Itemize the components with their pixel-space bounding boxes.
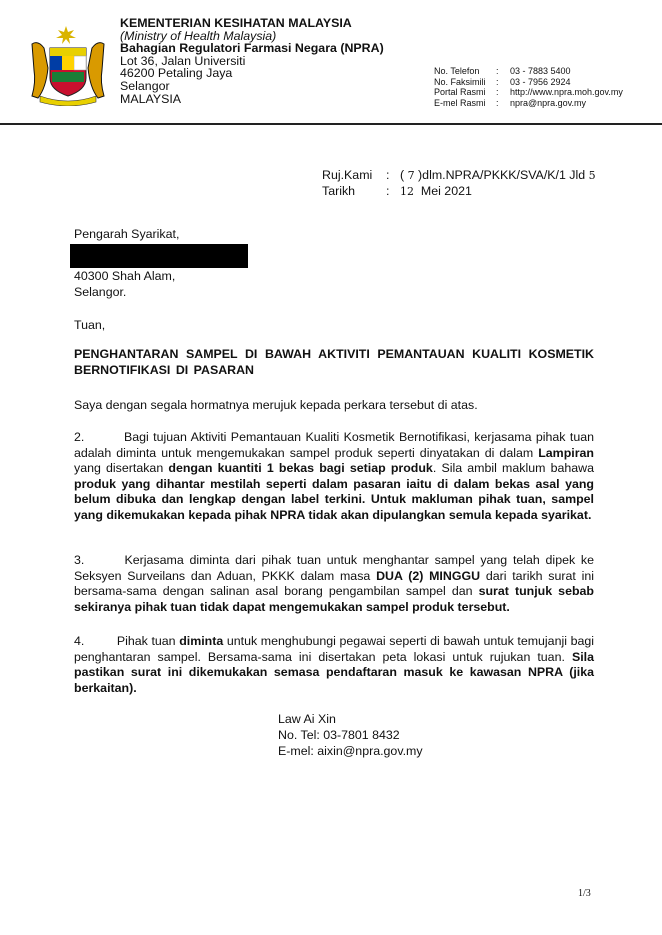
- redacted-company-name: [70, 244, 248, 268]
- ruj-text: )dlm.NPRA/PKKK/SVA/K/1 Jld: [418, 168, 586, 182]
- paragraph-4: [74, 634, 594, 696]
- ruj-paren: (: [400, 168, 405, 182]
- para-text: yang disertakan: [74, 461, 164, 475]
- tarikh-value: [400, 184, 596, 200]
- para-bold: Lampiran: [538, 445, 594, 460]
- para-bold: Sila pastikan surat ini dikemukakan semasa pendaftaran masuk ke kawasan NPRA (jika berkaitan).: [74, 649, 594, 695]
- contact-label: E-mel Rasmi: [434, 97, 486, 108]
- coat-of-arms-icon: [26, 24, 110, 106]
- agency-name: Bahagian Regulatori Farmasi Negara (NPRA): [120, 41, 384, 56]
- tarikh-label: Tarikh: [322, 183, 356, 198]
- contact-label: No. Telefon: [434, 66, 480, 76]
- intro-paragraph: Saya dengan segala hormatnya merujuk kepada perkara tersebut di atas.: [74, 398, 478, 412]
- para-bold: produk yang dihantar mestilah seperti dalam pasaran iaitu di dalam bekas asal yang belum dibuka dan lengkap dengan label terkini. Untuk makluman pihak tuan, sampel yang dikemukakan kepada pihak NPRA tidak akan dipulangkan semula kepada syarikat.: [74, 476, 594, 522]
- contact-sep: :: [496, 66, 499, 76]
- email-value: npra@npra.gov.my: [510, 97, 587, 108]
- letterhead: [120, 17, 384, 105]
- para-text: Kerjasama diminta dari pihak tuan untuk menghantar sampel yang telah dipek ke Seksyen Surveilans dan Aduan, PKKK dalam masa: [74, 553, 594, 583]
- portal-link: http://www.npra.moh.gov.my: [510, 87, 623, 98]
- contact-value: 03 - 7956 2924: [510, 76, 571, 87]
- page-number: 1/3: [578, 888, 591, 899]
- ruj-label: Ruj.Kami: [322, 168, 373, 182]
- para-bold: DUA (2) MINGGU: [376, 568, 481, 583]
- para-bold: surat tunjuk sebab sekiranya pihak tuan tidak dapat mengemukakan sampel produk tersebut.: [74, 584, 594, 614]
- signatory-block: [278, 711, 423, 759]
- header-divider: [0, 123, 662, 125]
- address-line: Lot 36, Jalan Universiti: [120, 53, 246, 68]
- contact-block: [434, 66, 623, 108]
- contact-label: Portal Rasmi: [434, 87, 486, 98]
- subject-heading: PENGHANTARAN SAMPEL DI BAWAH AKTIVITI PEMANTAUAN KUALITI KOSMETIK BERNOTIFIKASI DI PASARAN: [74, 347, 594, 377]
- signatory-email: E-mel: aixin@npra.gov.my: [278, 744, 423, 758]
- signatory-name: Law Ai Xin: [278, 712, 336, 726]
- address-line: 46200 Petaling Jaya: [120, 66, 233, 81]
- para-number: 4.: [74, 634, 85, 648]
- para-text: Bagi tujuan Aktiviti Pemantauan Kualiti Kosmetik Bernotifikasi, kerjasama pihak tuan adalah diminta untuk mengemukakan sampel produk seperti dinyatakan di dalam: [74, 430, 594, 460]
- tarikh-sep: :: [386, 183, 390, 198]
- ministry-name: KEMENTERIAN KESIHATAN MALAYSIA: [120, 16, 352, 30]
- recipient-title: Pengarah Syarikat,: [74, 227, 180, 241]
- handwritten-day: 12: [400, 184, 414, 198]
- salutation: Tuan,: [74, 318, 106, 332]
- para-text: dari tarikh surat ini bersama-sama dengan salinan asal borang pengambilan sampel dan: [74, 568, 594, 598]
- ruj-sep: :: [386, 168, 390, 182]
- handwritten-number: 7: [407, 169, 415, 182]
- reference-block: [322, 168, 596, 199]
- ruj-value: [400, 168, 596, 184]
- contact-sep: :: [496, 97, 499, 108]
- address-line: Selangor: [120, 78, 170, 93]
- contact-label: No. Faksimili: [434, 76, 486, 87]
- contact-sep: :: [496, 76, 499, 87]
- ministry-name-english: (Ministry of Health Malaysia): [120, 28, 277, 43]
- paragraph-3: [74, 553, 594, 615]
- recipient-address: [74, 227, 594, 300]
- para-bold: dengan kuantiti 1 bekas bagi setiap produk: [168, 461, 433, 475]
- handwritten-volume: 5: [588, 169, 596, 182]
- tarikh-text: Mei 2021: [420, 183, 472, 198]
- contact-sep: :: [496, 87, 499, 98]
- paragraph-2: [74, 430, 594, 523]
- para-number: 3.: [74, 553, 85, 567]
- recipient-postcode: 40300 Shah Alam,: [74, 268, 176, 283]
- para-bold: diminta: [179, 634, 224, 648]
- para-text: untuk menghubungi pegawai seperti di bawah untuk temujanji bagi penghantaran sampel. Bersama-sama ini disertakan peta lokasi untuk rujukan tuan.: [74, 634, 595, 664]
- para-number: 2.: [74, 430, 85, 444]
- signatory-tel: No. Tel: 03-7801 8432: [278, 728, 400, 742]
- address-line: MALAYSIA: [120, 91, 182, 106]
- contact-value: 03 - 7883 5400: [510, 66, 571, 76]
- para-text: . Sila ambil maklum bahawa: [432, 461, 594, 475]
- para-text: Pihak tuan: [116, 634, 176, 648]
- recipient-state: Selangor.: [74, 284, 127, 299]
